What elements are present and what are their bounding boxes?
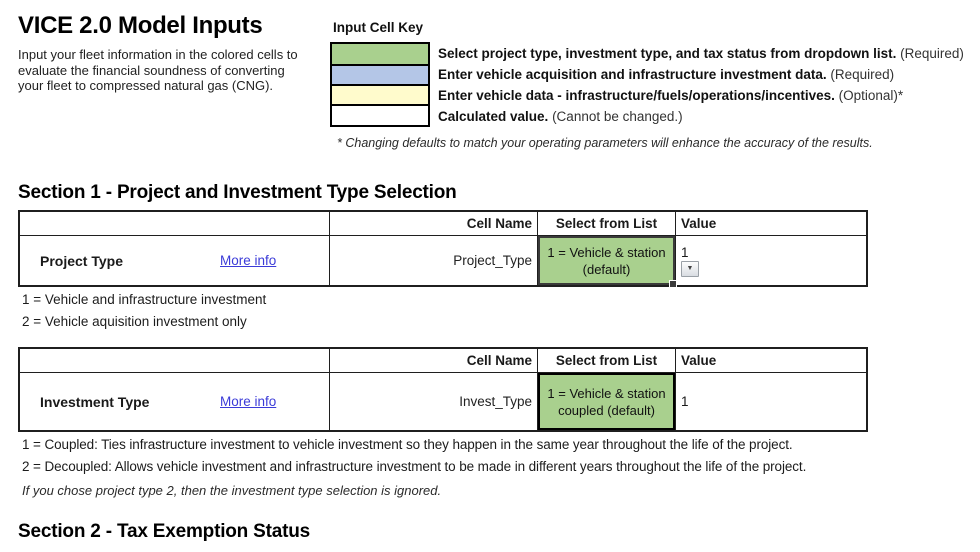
input-cell-key-title: Input Cell Key [333, 20, 424, 35]
investment-type-select-cell-wrap [538, 373, 676, 430]
key-swatch-column [330, 42, 430, 127]
project-type-dropdown-button[interactable] [681, 261, 699, 277]
project-type-value-cell [676, 236, 866, 285]
header-cell-name: Cell Name [330, 349, 538, 373]
project-type-note-1: 1 = Vehicle and infrastructure investment [22, 292, 267, 307]
header-blank [20, 212, 330, 236]
project-type-note-2: 2 = Vehicle aquisition investment only [22, 314, 247, 329]
project-type-label: Project Type [40, 252, 123, 269]
project-type-value: 1 [681, 244, 689, 260]
page-title: VICE 2.0 Model Inputs [18, 12, 263, 39]
title-block [18, 12, 313, 94]
investment-type-note-2: 2 = Decoupled: Allows vehicle investment and infrastructure investment to be made in different years throughout the life of the project. [22, 459, 807, 474]
section2-heading: Section 2 - Tax Exemption Status [18, 521, 311, 542]
project-type-select-cell-wrap [538, 236, 676, 285]
key-line-1: Select project type, investment type, and tax status from dropdown list. (Required) [438, 46, 964, 61]
key-swatch-yellow [332, 84, 428, 104]
investment-type-table [18, 347, 868, 432]
investment-type-value-cell [676, 373, 866, 430]
investment-type-note-1: 1 = Coupled: Ties infrastructure investment to vehicle investment so they happen in the same year throughout the life of the project. [22, 437, 793, 452]
investment-type-italic-note: If you chose project type 2, then the investment type selection is ignored. [22, 483, 442, 498]
header-value: Value [676, 349, 866, 373]
project-type-table [18, 210, 868, 287]
key-line-3: Enter vehicle data - infrastructure/fuels/operations/incentives. (Optional)* [438, 88, 904, 103]
header-blank [20, 349, 330, 373]
header-value: Value [676, 212, 866, 236]
header-select-from-list: Select from List [538, 212, 676, 236]
project-type-notes [22, 289, 266, 333]
header-cell-name: Cell Name [330, 212, 538, 236]
key-line-4: Calculated value. (Cannot be changed.) [438, 109, 683, 124]
project-type-dropdown-cell[interactable]: 1 = Vehicle & station (default) [538, 236, 675, 285]
key-descriptions [438, 42, 964, 127]
investment-type-dropdown-cell[interactable]: 1 = Vehicle & station coupled (default) [538, 373, 675, 430]
page-description: Input your fleet information in the colored cells to evaluate the financial soundness of converting your fleet to compressed natural gas (CNG). [18, 47, 298, 93]
investment-type-notes [22, 434, 806, 478]
key-line-2: Enter vehicle acquisition and infrastructure investment data. (Required) [438, 67, 895, 82]
project-type-label-cell [20, 236, 330, 285]
investment-type-label: Investment Type [40, 393, 150, 410]
chevron-down-icon: ▼ [686, 265, 694, 272]
key-footnote: * Changing defaults to match your operating parameters will enhance the accuracy of the results. [337, 136, 873, 150]
section1-heading: Section 1 - Project and Investment Type Selection [18, 182, 457, 203]
project-type-more-info-link[interactable]: More info [220, 253, 277, 268]
investment-type-more-info-link[interactable]: More info [220, 394, 277, 409]
header-select-from-list: Select from List [538, 349, 676, 373]
investment-type-label-cell [20, 373, 330, 430]
investment-type-value: 1 [681, 394, 689, 409]
key-swatch-green [332, 44, 428, 64]
key-swatch-blue [332, 64, 428, 84]
input-cell-key [330, 20, 964, 127]
key-swatch-white [332, 104, 428, 124]
investment-type-cell-name: Invest_Type [330, 373, 538, 430]
project-type-cell-name: Project_Type [330, 236, 538, 285]
